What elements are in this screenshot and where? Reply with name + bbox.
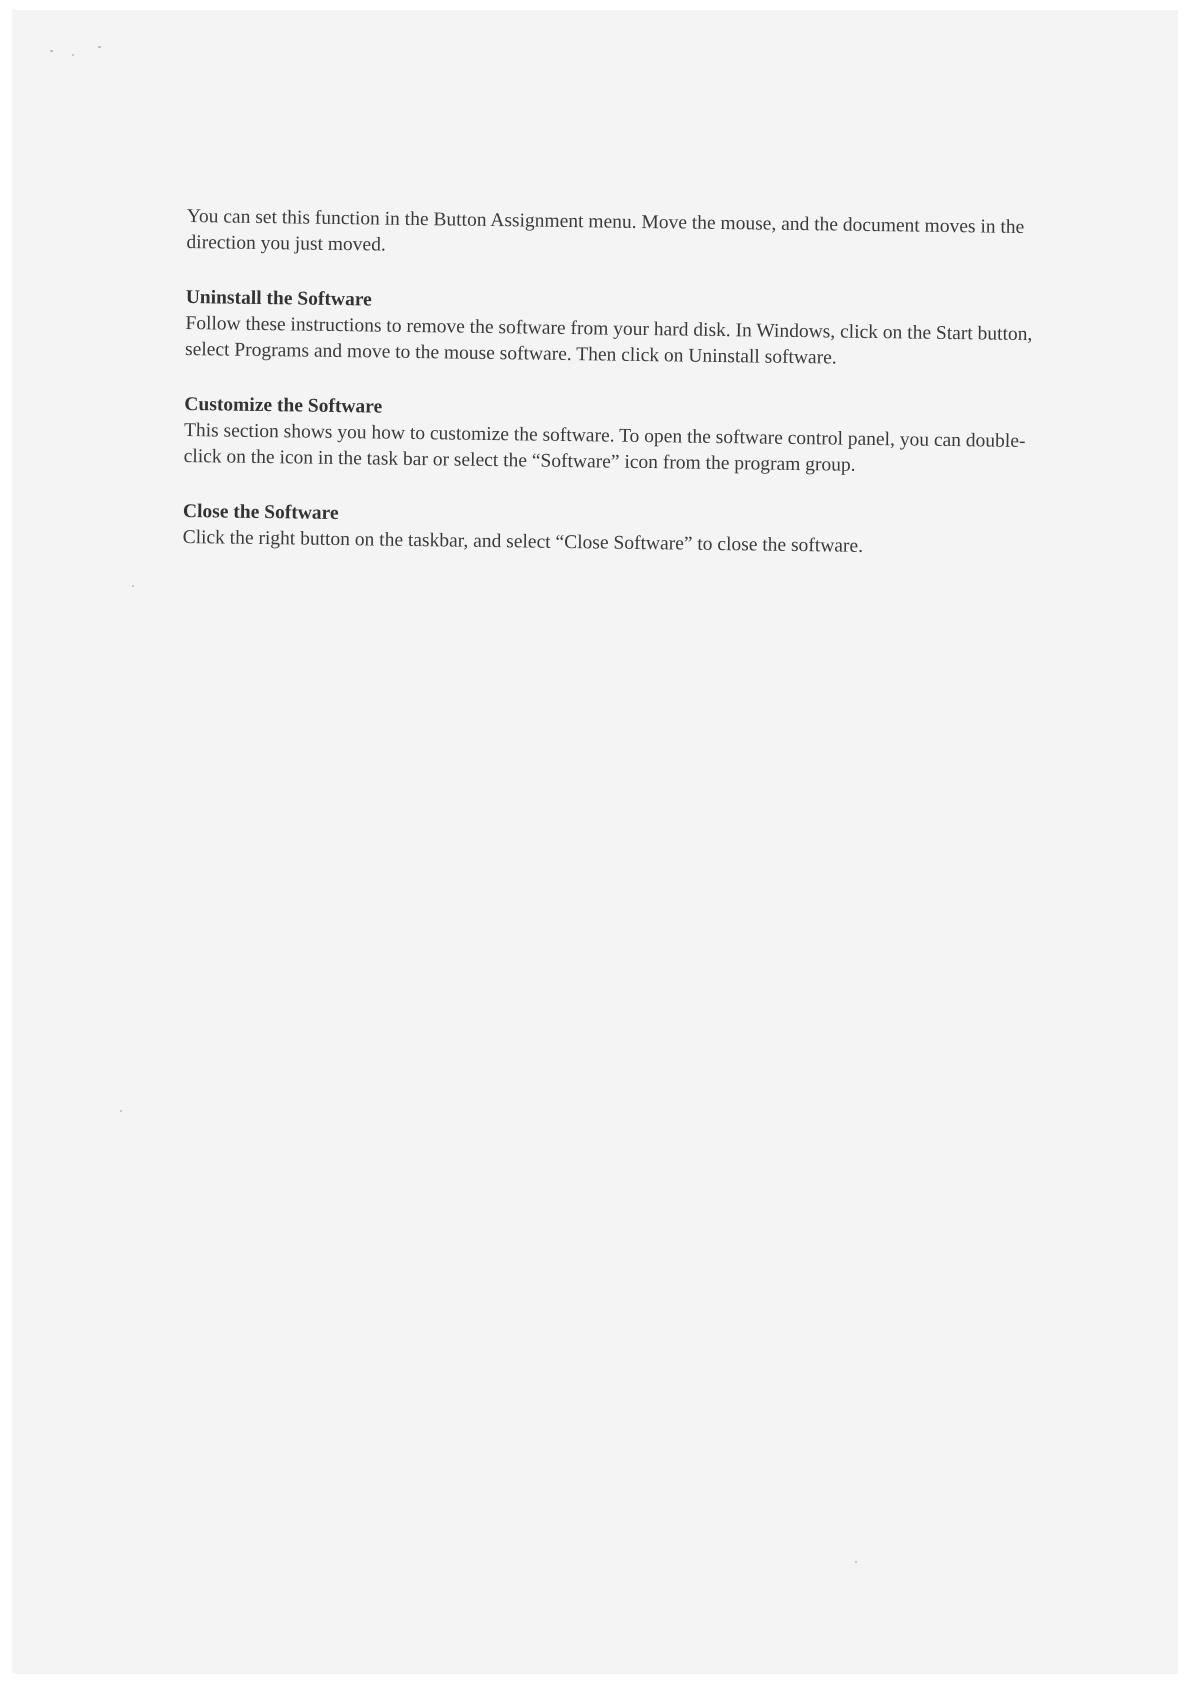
scan-speck — [132, 585, 134, 587]
document-body — [182, 204, 1036, 562]
scan-speck — [855, 1561, 857, 1563]
scanned-page — [12, 10, 1178, 1674]
scan-speck — [50, 50, 53, 52]
section-paragraph: This section shows you how to customize the software. To open the software control panel, you can double-click on the icon in the task bar or select the “Software” icon from the program group. — [183, 419, 1026, 476]
intro-paragraph: You can set this function in the Button Assignment menu. Move the mouse, and the document moves in the direction you just moved. — [186, 205, 1025, 256]
section-uninstall — [185, 285, 1036, 374]
section-customize — [184, 392, 1035, 481]
section-paragraph: Click the right button on the taskbar, and select “Close Software” to close the software. — [182, 526, 864, 557]
scan-speck — [120, 1110, 122, 1112]
section-heading: Close the Software — [182, 500, 339, 525]
scan-speck — [98, 46, 101, 48]
section-heading: Customize the Software — [184, 393, 383, 418]
scan-speck — [72, 54, 74, 56]
section-paragraph: Follow these instructions to remove the software from your hard disk. In Windows, click on the Start button, select Programs and move to the mouse software. Then click on Uninstall software. — [184, 312, 1033, 369]
section-close — [182, 499, 1033, 562]
section-heading: Uninstall the Software — [185, 286, 372, 311]
